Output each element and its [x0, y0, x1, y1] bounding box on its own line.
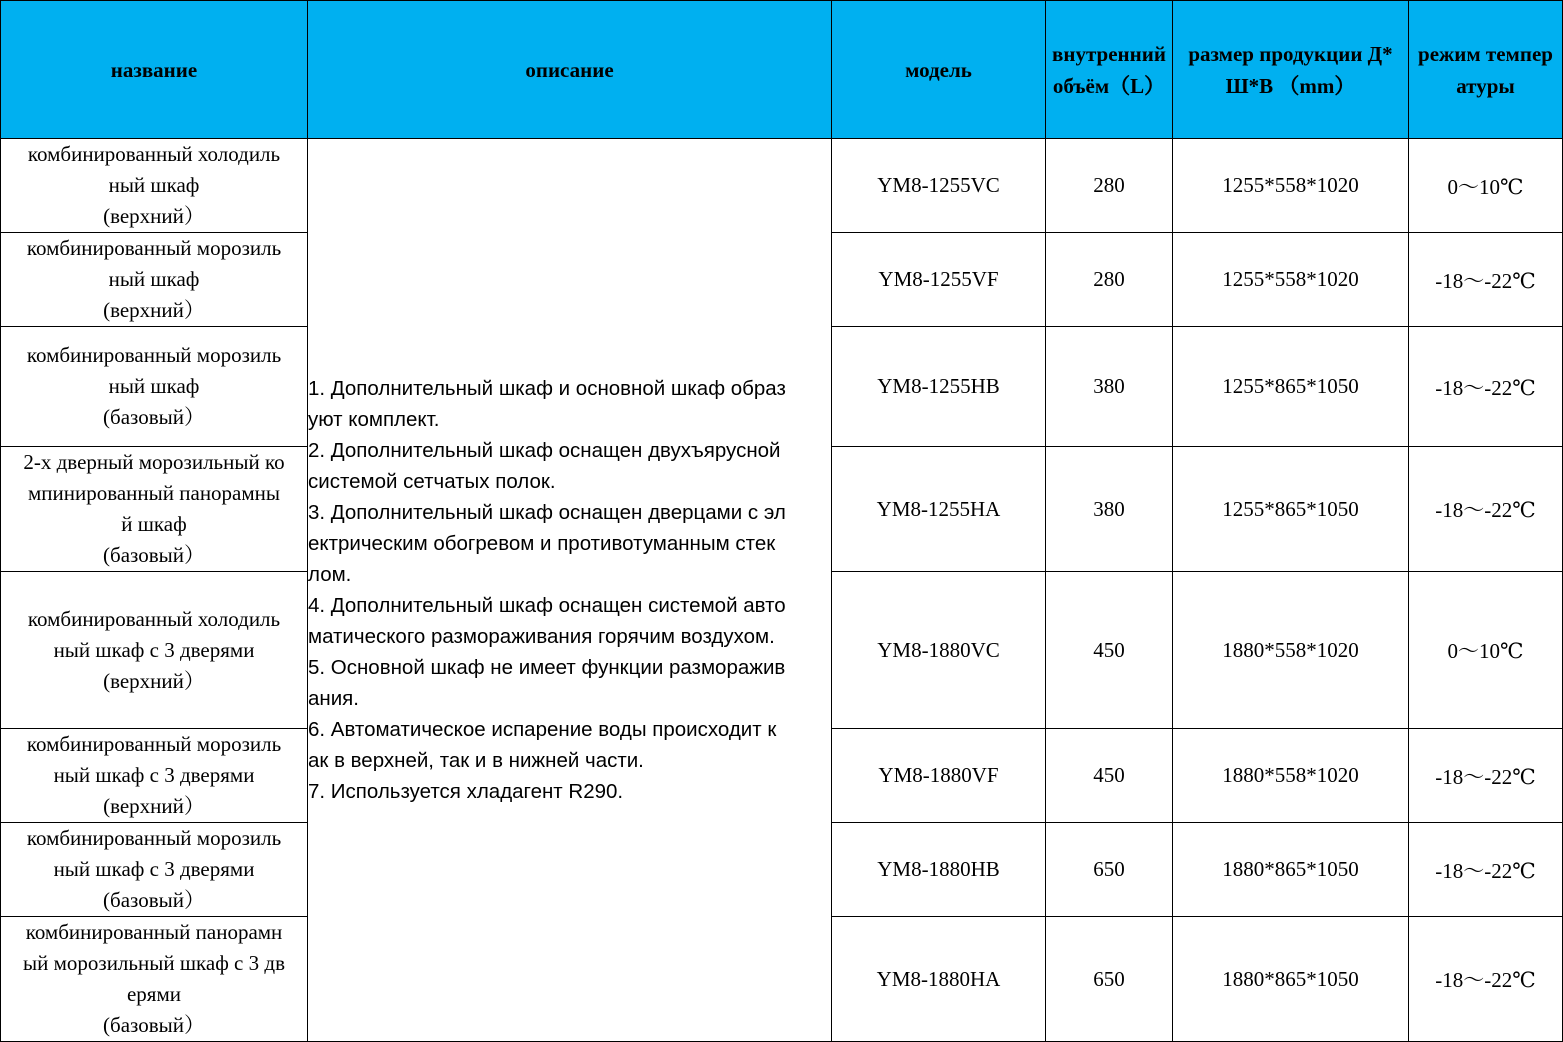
name-line: (верхний）: [103, 204, 205, 228]
cell-size[interactable]: 1255*558*1020: [1173, 139, 1409, 233]
cell-model[interactable]: YM8-1255VF: [832, 233, 1046, 327]
name-line: ный шкаф: [108, 374, 200, 398]
cell-temperature[interactable]: -18～-22℃: [1409, 233, 1563, 327]
cell-temperature[interactable]: 0～10℃: [1409, 139, 1563, 233]
cell-temperature[interactable]: -18～-22℃: [1409, 917, 1563, 1042]
cell-size[interactable]: 1880*558*1020: [1173, 572, 1409, 729]
cell-temperature[interactable]: 0～10℃: [1409, 572, 1563, 729]
description-line: 2. Дополнительный шкаф оснащен двухъярусной: [308, 439, 781, 462]
cell-size[interactable]: 1255*865*1050: [1173, 327, 1409, 447]
cell-model[interactable]: YM8-1880VC: [832, 572, 1046, 729]
cell-model[interactable]: YM8-1255HA: [832, 447, 1046, 572]
cell-size[interactable]: 1255*865*1050: [1173, 447, 1409, 572]
cell-volume[interactable]: 650: [1046, 823, 1173, 917]
header-name[interactable]: название: [1, 1, 308, 139]
cell-size[interactable]: 1255*558*1020: [1173, 233, 1409, 327]
description-line: 5. Основной шкаф не имеет функции разморажив: [308, 656, 786, 679]
name-line: (базовый）: [103, 1013, 205, 1037]
cell-name[interactable]: [1, 823, 308, 917]
cell-name[interactable]: [1, 233, 308, 327]
cell-model[interactable]: YM8-1880HA: [832, 917, 1046, 1042]
cell-model[interactable]: YM8-1880VF: [832, 729, 1046, 823]
cell-name[interactable]: [1, 572, 308, 729]
cell-volume[interactable]: 450: [1046, 729, 1173, 823]
name-line: комбинированный морозиль: [26, 236, 282, 260]
cell-model[interactable]: YM8-1880HB: [832, 823, 1046, 917]
name-line: ный шкаф с 3 дверями: [53, 857, 255, 881]
cell-temperature[interactable]: -18～-22℃: [1409, 327, 1563, 447]
cell-volume[interactable]: 380: [1046, 447, 1173, 572]
cell-model[interactable]: YM8-1255HB: [832, 327, 1046, 447]
cell-name[interactable]: [1, 917, 308, 1042]
name-line: (базовый）: [103, 405, 205, 429]
name-line: (базовый）: [103, 888, 205, 912]
cell-name[interactable]: [1, 327, 308, 447]
cell-volume[interactable]: 650: [1046, 917, 1173, 1042]
description-line: уют комплект.: [308, 408, 440, 431]
name-line: 2-х дверный морозильный ко: [23, 450, 285, 474]
description-line: системой сетчатых полок.: [308, 470, 556, 493]
cell-model[interactable]: YM8-1255VC: [832, 139, 1046, 233]
description-line: матического размораживания горячим воздухом.: [308, 625, 775, 648]
name-line: комбинированный морозиль: [26, 343, 282, 367]
table-row: [1, 139, 1563, 233]
description-line: 1. Дополнительный шкаф и основной шкаф образ: [308, 377, 786, 400]
header-temperature[interactable]: режим температуры: [1409, 1, 1563, 139]
description-line: 7. Используется хладагент R290.: [308, 780, 624, 803]
cell-name[interactable]: [1, 139, 308, 233]
name-line: й шкаф: [121, 512, 187, 536]
header-size[interactable]: размер продукции Д*Ш*В （mm）: [1173, 1, 1409, 139]
description-line: 6. Автоматическое испарение воды происходит к: [308, 718, 777, 741]
name-line: комбинированный панорамн: [25, 920, 283, 944]
description-line: лом.: [308, 563, 352, 586]
name-line: ый морозильный шкаф с 3 дв: [23, 951, 285, 975]
cell-volume[interactable]: 380: [1046, 327, 1173, 447]
name-line: ный шкаф: [108, 173, 200, 197]
cell-name[interactable]: [1, 729, 308, 823]
name-line: ный шкаф с 3 дверями: [53, 763, 255, 787]
name-line: комбинированный холодиль: [27, 142, 281, 166]
cell-temperature[interactable]: -18～-22℃: [1409, 447, 1563, 572]
header-description[interactable]: описание: [308, 1, 832, 139]
cell-size[interactable]: 1880*865*1050: [1173, 917, 1409, 1042]
header-volume[interactable]: внутренний объём（L）: [1046, 1, 1173, 139]
name-line: (верхний）: [103, 668, 205, 693]
cell-temperature[interactable]: -18～-22℃: [1409, 729, 1563, 823]
name-line: комбинированный морозиль: [26, 732, 282, 756]
header-model[interactable]: модель: [832, 1, 1046, 139]
name-line: ный шкаф: [108, 267, 200, 291]
description-line: ектрическим обогревом и противотуманным стек: [308, 532, 776, 555]
name-line: (верхний）: [103, 794, 205, 818]
cell-size[interactable]: 1880*865*1050: [1173, 823, 1409, 917]
cell-size[interactable]: 1880*558*1020: [1173, 729, 1409, 823]
cell-temperature[interactable]: -18～-22℃: [1409, 823, 1563, 917]
name-line: комбинированный холодиль: [27, 606, 281, 631]
name-line: комбинированный морозиль: [26, 826, 282, 850]
cell-volume[interactable]: 280: [1046, 139, 1173, 233]
cell-description[interactable]: [308, 139, 832, 1042]
header-row: [1, 1, 1563, 139]
description-line: 3. Дополнительный шкаф оснащен дверцами с эл: [308, 501, 786, 524]
name-line: ерями: [126, 982, 181, 1006]
name-line: ный шкаф с 3 дверями: [53, 637, 255, 662]
table-body: [1, 139, 1563, 1042]
cell-volume[interactable]: 280: [1046, 233, 1173, 327]
description-line: 4. Дополнительный шкаф оснащен системой авто: [308, 594, 786, 617]
cell-name[interactable]: [1, 447, 308, 572]
description-line: ания.: [308, 687, 359, 710]
description-line: ак в верхней, так и в нижней части.: [308, 749, 644, 772]
name-line: (базовый）: [103, 543, 205, 567]
cell-volume[interactable]: 450: [1046, 572, 1173, 729]
name-line: мпинированный панорамны: [27, 481, 281, 505]
name-line: (верхний）: [103, 298, 205, 322]
